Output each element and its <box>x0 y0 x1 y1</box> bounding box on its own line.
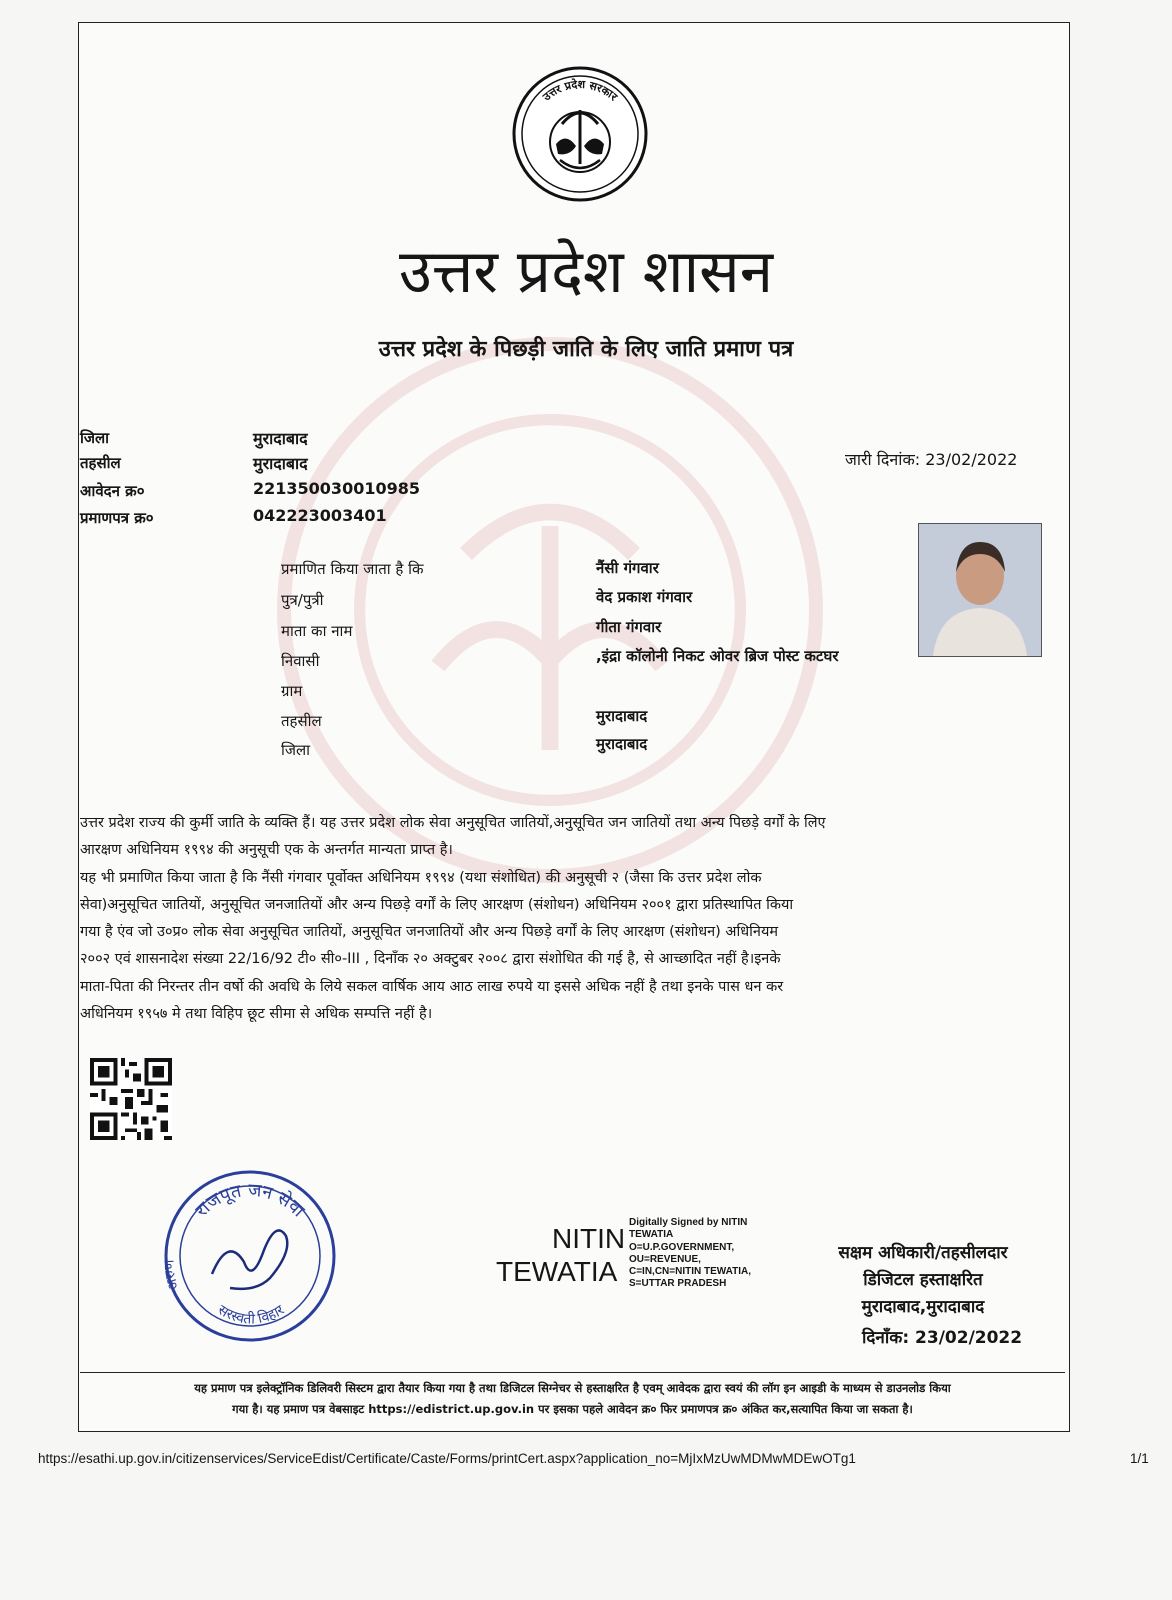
applicant-photo <box>918 523 1042 657</box>
digital-signature-line: OU=REVENUE, <box>629 1253 701 1265</box>
body-line: उत्तर प्रदेश राज्य की कुर्मी जाति के व्यक्ति हैं। यह उत्तर प्रदेश लोक सेवा अनुसूचित जातियों,अनुसूचित जन जातियों तथा अन्य पिछड़े वर्गों के लिए <box>80 815 826 831</box>
page-title: उत्तर प्रदेश शासन <box>398 237 774 307</box>
seal-bottom-text: सरस्वती विहार <box>214 1302 288 1328</box>
district-value: मुरादाबाद <box>253 429 308 448</box>
digital-signature-line: Digitally Signed by NITIN <box>629 1217 748 1228</box>
digital-signature-line: S=UTTAR PRADESH <box>629 1278 727 1290</box>
digital-signature-details <box>629 1217 751 1291</box>
authority-title: सक्षम अधिकारी/तहसीलदार <box>838 1243 1008 1263</box>
certificate-body <box>80 810 1065 1028</box>
print-url: https://esathi.up.gov.in/citizenservices/ServiceEdist/Certificate/Caste/Forms/printCert.aspx?application_no=MjIxMzUwMDMwMDEwOTg1 <box>38 1451 856 1466</box>
certificate-subtitle: उत्तर प्रदेश के पिछड़ी जाति के लिए जाति प्रमाण पत्र <box>378 337 794 362</box>
district-label: जिला <box>80 429 110 447</box>
certificate-number: 042223003401 <box>253 506 387 525</box>
resident-address: ,इंद्रा कॉलोनी निकट ओवर ब्रिज पोस्ट कटघर <box>596 647 839 665</box>
body-line: अधिनियम १९५७ मे तथा विहिप छूट सीमा से अधिक सम्पत्ति नहीं है। <box>80 1006 433 1023</box>
rubber-stamp-seal <box>160 1166 340 1346</box>
authority-location: मुरादाबाद,मुरादाबाद <box>861 1297 985 1317</box>
signature-date: दिनाँक: 23/02/2022 <box>862 1328 1023 1348</box>
signer-last-name: TEWATIA <box>496 1256 618 1287</box>
tehsil-value: मुरादाबाद <box>253 454 308 473</box>
body-line: यह भी प्रमाणित किया जाता है कि नैंसी गंगवार पूर्वोक्त अधिनियम १९९४ (यथा संशोधित) की अनुसूची २ (जैसा कि उत्तर प्रदेश लोक <box>80 869 762 886</box>
tehsil-label: तहसील <box>80 454 121 472</box>
seal-left-text: अरुण <box>161 1259 183 1292</box>
digital-signature-line: C=IN,CN=NITIN TEWATIA, <box>629 1266 752 1278</box>
body-line: गया है एंव जो उ०प्र० लोक सेवा अनुसूचित जातियों, अनुसूचित जनजातियों और अन्य पिछड़े वर्गों के लिए आरक्षण (संशोधन) अधिनियम <box>80 924 779 941</box>
certified-label: प्रमाणित किया जाता है कि <box>281 560 424 578</box>
resident-label: निवासी <box>281 652 320 670</box>
body-line: सेवा)अनुसूचित जातियों, अनुसूचित जनजातियों और अन्य पिछड़े वर्गों के लिए आरक्षण (संशोधन) अधिनियम २००१ द्वारा प्रतिस्थापित किया <box>80 896 794 913</box>
application-number: 221350030010985 <box>253 479 420 498</box>
emblem-text: उत्तर प्रदेश सरकार <box>540 77 620 104</box>
detail-tehsil-label: तहसील <box>281 712 322 730</box>
watermark-emblem-icon <box>270 330 830 890</box>
digital-signature-line: O=U.P.GOVERNMENT, <box>629 1241 735 1253</box>
authority-digital-signed: डिजिटल हस्ताक्षरित <box>863 1270 983 1290</box>
body-line: आरक्षण अधिनियम १९९४ की अनुसूची एक के अन्तर्गत मान्यता प्राप्त है। <box>80 842 453 859</box>
signer-first-name: NITIN <box>552 1223 626 1254</box>
mother-name: गीता गंगवार <box>596 618 662 636</box>
svg-text:राजपूत जन सेवा <box>191 1180 308 1222</box>
seal-top-text: राजपूत जन सेवा <box>191 1179 309 1222</box>
footer-note-line: यह प्रमाण पत्र इलेक्ट्रॉनिक डिलिवरी सिस्टम द्वारा तैयार किया गया है तथा डिजिटल सिग्नेचर से हस्ताक्षरित है एवम् आवेदक द्वारा स्वयं की लॉग इन आइडी के माध्यम से डाउनलोड किया <box>194 1381 951 1395</box>
digital-signature-line: TEWATIA <box>629 1229 674 1241</box>
detail-tehsil-value: मुरादाबाद <box>596 707 648 725</box>
footer-note-line: गया है। यह प्रमाण पत्र वेबसाइट https://edistrict.up.gov.in पर इसका पहले आवेदन क्र० फिर प्रमाणपत्र क्र० अंकित कर,सत्यापित किया जा सकता है। <box>232 1402 913 1416</box>
footer-divider <box>80 1372 1065 1373</box>
up-government-emblem-icon <box>510 64 650 204</box>
detail-district-label: जिला <box>281 741 311 759</box>
svg-text:सरस्वती विहार <box>215 1302 288 1328</box>
qr-code-icon <box>90 1058 172 1140</box>
village-label: ग्राम <box>281 682 303 700</box>
footer-note <box>80 1378 1065 1420</box>
applicant-photo-image <box>919 524 1041 656</box>
body-line: माता-पिता की निरन्तर तीन वर्षो की अवधि के लिये सकल वार्षिक आय आठ लाख रुपये या इससे अधिक नहीं है तथा इनके पास धन कर <box>80 978 784 995</box>
application-number-label: आवेदन क्र० <box>80 482 145 500</box>
authority-block <box>808 1240 1038 1321</box>
page-number: 1/1 <box>1130 1451 1149 1466</box>
issue-date: जारी दिनांक: 23/02/2022 <box>845 450 1018 469</box>
child-of-label: पुत्र/पुत्री <box>281 591 324 609</box>
svg-text:अरुण <box>161 1259 182 1292</box>
body-line: २००२ एवं शासनादेश संख्या 22/16/92 टी० सी०-III , दिनाँक २० अक्टुबर २००८ द्वारा संशोधित की गई है, से आच्छादित नहीं है।इनके <box>80 951 781 968</box>
handwritten-signature <box>212 1230 287 1288</box>
certificate-number-label: प्रमाणपत्र क्र० <box>80 509 154 527</box>
detail-district-value: मुरादाबाद <box>596 735 648 753</box>
father-name: वेद प्रकाश गंगवार <box>596 588 693 606</box>
mother-label: माता का नाम <box>281 622 353 640</box>
holder-name: नैंसी गंगवार <box>596 559 659 577</box>
